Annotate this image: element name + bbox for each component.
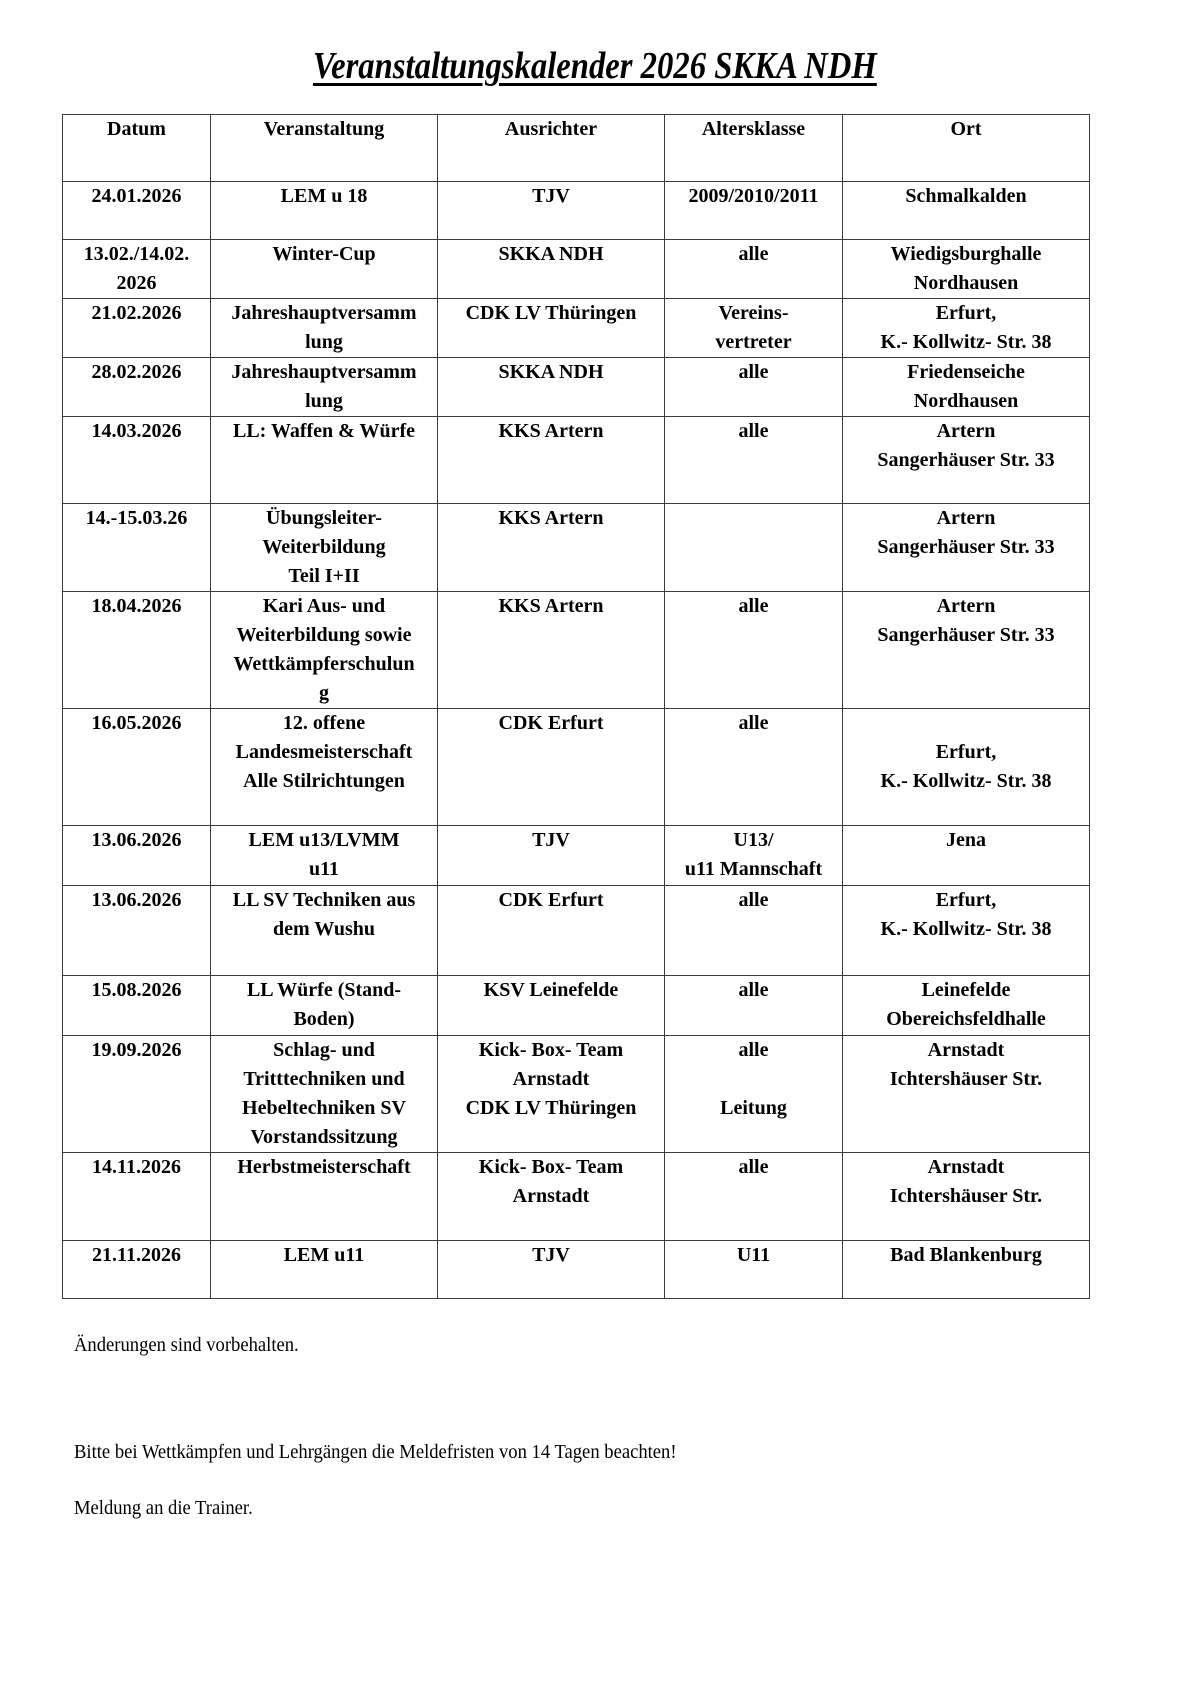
- table-header-row: [63, 115, 1090, 182]
- cell-line: alle: [738, 420, 769, 442]
- cell-line: g: [319, 682, 329, 704]
- cell-ort: [843, 976, 1090, 1036]
- cell-line: Landesmeisterschaft: [235, 741, 413, 763]
- cell-altersklasse: [665, 826, 843, 886]
- cell-line: Weiterbildung sowie: [236, 624, 412, 646]
- table-row: [63, 826, 1090, 886]
- cell-altersklasse: [665, 417, 843, 504]
- cell-veranstaltung: [211, 1241, 438, 1299]
- cell-line: Kick- Box- Team: [478, 1039, 624, 1061]
- cell-line: 19.09.2026: [91, 1039, 182, 1061]
- cell-line: 16.05.2026: [91, 712, 182, 734]
- cell-line: [847, 709, 1085, 738]
- cell-line: alle: [738, 243, 769, 265]
- cell-line: Weiterbildung: [262, 536, 386, 558]
- header-ort: Ort: [843, 115, 1090, 182]
- cell-line: 14.-15.03.26: [85, 507, 188, 529]
- cell-veranstaltung: [211, 182, 438, 240]
- cell-line: Arnstadt: [927, 1156, 1005, 1178]
- cell-line: LEM u11: [283, 1244, 365, 1266]
- cell-line: Alle Stilrichtungen: [243, 770, 405, 792]
- cell-altersklasse: [665, 976, 843, 1036]
- cell-ort: [843, 299, 1090, 358]
- cell-ausrichter: [438, 417, 665, 504]
- cell-line: Jahreshauptversamm: [231, 302, 417, 324]
- cell-veranstaltung: [211, 417, 438, 504]
- cell-altersklasse: [665, 182, 843, 240]
- cell-line: Nordhausen: [913, 390, 1019, 412]
- cell-line: Artern: [936, 507, 996, 529]
- footer-note: Änderungen sind vorbehalten.: [74, 1334, 299, 1356]
- cell-line: Obereichsfeldhalle: [886, 1008, 1046, 1030]
- cell-line: SKKA NDH: [498, 361, 604, 383]
- header-veranstaltung: Veranstaltung: [211, 115, 438, 182]
- cell-line: KKS Artern: [498, 420, 604, 442]
- cell-line: Jahreshauptversamm: [231, 361, 417, 383]
- cell-datum: [63, 358, 211, 417]
- cell-ausrichter: [438, 504, 665, 592]
- cell-altersklasse: [665, 1153, 843, 1241]
- cell-line: Leinefelde: [921, 979, 1011, 1001]
- cell-veranstaltung: [211, 826, 438, 886]
- cell-ausrichter: [438, 358, 665, 417]
- cell-line: 18.04.2026: [91, 595, 182, 617]
- cell-ort: [843, 592, 1090, 709]
- cell-line: Herbstmeisterschaft: [237, 1156, 411, 1178]
- cell-altersklasse: [665, 709, 843, 826]
- cell-line: Bad Blankenburg: [890, 1244, 1042, 1266]
- cell-ort: [843, 358, 1090, 417]
- cell-line: dem Wushu: [272, 918, 376, 940]
- cell-datum: [63, 240, 211, 299]
- cell-datum: [63, 182, 211, 240]
- cell-datum: [63, 504, 211, 592]
- cell-line: Nordhausen: [913, 272, 1019, 294]
- cell-line: Übungsleiter-: [266, 507, 382, 529]
- cell-datum: [63, 709, 211, 826]
- cell-ausrichter: [438, 709, 665, 826]
- header-altersklasse: Altersklasse: [665, 115, 843, 182]
- cell-line: 24.01.2026: [91, 185, 182, 207]
- cell-ort: [843, 1153, 1090, 1241]
- cell-line: Schlag- und: [273, 1039, 375, 1061]
- cell-line: KKS Artern: [498, 507, 604, 529]
- cell-altersklasse: [665, 299, 843, 358]
- cell-ort: [843, 504, 1090, 592]
- cell-line: Vereins-: [718, 302, 789, 324]
- cell-ausrichter: [438, 826, 665, 886]
- cell-line: KKS Artern: [498, 595, 604, 617]
- cell-line: K.- Kollwitz- Str. 38: [880, 331, 1052, 353]
- cell-line: Friedenseiche: [907, 361, 1025, 383]
- cell-line: alle: [738, 595, 769, 617]
- cell-line: lung: [305, 390, 343, 412]
- cell-veranstaltung: [211, 1153, 438, 1241]
- cell-datum: [63, 976, 211, 1036]
- cell-line: Schmalkalden: [905, 185, 1027, 207]
- cell-ausrichter: [438, 1153, 665, 1241]
- table-row: [63, 358, 1090, 417]
- cell-line: 13.02./14.02.: [83, 243, 190, 265]
- cell-line: CDK LV Thüringen: [465, 302, 637, 324]
- cell-ort: [843, 886, 1090, 976]
- cell-veranstaltung: [211, 886, 438, 976]
- cell-veranstaltung: [211, 504, 438, 592]
- cell-ort: [843, 1241, 1090, 1299]
- cell-datum: [63, 299, 211, 358]
- cell-line: 15.08.2026: [91, 979, 182, 1001]
- cell-datum: [63, 417, 211, 504]
- cell-line: CDK LV Thüringen: [465, 1097, 637, 1119]
- cell-line: TJV: [532, 1244, 570, 1266]
- cell-line: KSV Leinefelde: [483, 979, 619, 1001]
- table-row: [63, 417, 1090, 504]
- cell-line: Sangerhäuser Str. 33: [877, 536, 1055, 558]
- cell-ausrichter: [438, 886, 665, 976]
- table-row: [63, 886, 1090, 976]
- cell-line: Ichtershäuser Str.: [889, 1068, 1043, 1090]
- title-wrap: [0, 44, 1190, 88]
- cell-line: alle: [738, 1156, 769, 1178]
- cell-ort: [843, 240, 1090, 299]
- cell-line: 21.02.2026: [91, 302, 182, 324]
- cell-line: Sangerhäuser Str. 33: [877, 624, 1055, 646]
- cell-line: 28.02.2026: [91, 361, 182, 383]
- cell-ort: [843, 417, 1090, 504]
- cell-altersklasse: [665, 592, 843, 709]
- cell-line: Arnstadt: [512, 1185, 590, 1207]
- cell-veranstaltung: [211, 976, 438, 1036]
- cell-line: TJV: [532, 829, 570, 851]
- cell-line: Teil I+II: [288, 565, 360, 587]
- cell-line: Tritttechniken und: [243, 1068, 405, 1090]
- cell-veranstaltung: [211, 709, 438, 826]
- cell-line: CDK Erfurt: [498, 712, 604, 734]
- cell-line: alle: [738, 889, 769, 911]
- cell-line: LEM u13/LVMM: [248, 829, 400, 851]
- cell-line: Leitung: [720, 1097, 787, 1119]
- cell-line: Wiedigsburghalle: [890, 243, 1042, 265]
- cell-line: TJV: [532, 185, 570, 207]
- cell-line: Vorstandssitzung: [250, 1126, 398, 1148]
- cell-line: K.- Kollwitz- Str. 38: [880, 918, 1052, 940]
- cell-altersklasse: [665, 1036, 843, 1153]
- cell-veranstaltung: [211, 1036, 438, 1153]
- table-row: [63, 182, 1090, 240]
- footer-deadline: Bitte bei Wettkämpfen und Lehrgängen die Meldefristen von 14 Tagen beachten!: [74, 1441, 677, 1463]
- cell-line: 13.06.2026: [91, 829, 182, 851]
- cell-altersklasse: [665, 886, 843, 976]
- cell-line: Jena: [946, 829, 986, 851]
- cell-ausrichter: [438, 1036, 665, 1153]
- table-row: [63, 1153, 1090, 1241]
- cell-ort: [843, 1036, 1090, 1153]
- cell-datum: [63, 1036, 211, 1153]
- cell-datum: [63, 592, 211, 709]
- cell-line: Kick- Box- Team: [478, 1156, 624, 1178]
- cell-line: Artern: [936, 420, 996, 442]
- cell-altersklasse: [665, 1241, 843, 1299]
- cell-line: [669, 1065, 838, 1094]
- cell-line: Arnstadt: [927, 1039, 1005, 1061]
- cell-line: 2009/2010/2011: [688, 185, 819, 207]
- cell-line: Erfurt,: [935, 889, 997, 911]
- cell-ausrichter: [438, 976, 665, 1036]
- cell-line: Erfurt,: [935, 302, 997, 324]
- cell-ort: [843, 826, 1090, 886]
- cell-line: SKKA NDH: [498, 243, 604, 265]
- cell-line: U13/: [733, 829, 774, 851]
- cell-altersklasse: [665, 504, 843, 592]
- table-row: [63, 299, 1090, 358]
- cell-line: vertreter: [715, 331, 792, 353]
- cell-line: LEM u 18: [280, 185, 368, 207]
- cell-line: Sangerhäuser Str. 33: [877, 449, 1055, 471]
- cell-line: K.- Kollwitz- Str. 38: [880, 770, 1052, 792]
- cell-ort: [843, 182, 1090, 240]
- cell-line: Hebeltechniken SV: [242, 1097, 406, 1119]
- table-row: [63, 504, 1090, 592]
- cell-line: LL Würfe (Stand-: [246, 979, 402, 1001]
- cell-ausrichter: [438, 299, 665, 358]
- cell-line: 14.03.2026: [91, 420, 182, 442]
- cell-ausrichter: [438, 240, 665, 299]
- cell-ausrichter: [438, 182, 665, 240]
- table-row: [63, 709, 1090, 826]
- cell-veranstaltung: [211, 240, 438, 299]
- cell-line: 21.11.2026: [92, 1244, 181, 1266]
- cell-veranstaltung: [211, 592, 438, 709]
- cell-line: u11: [308, 858, 340, 880]
- footer-contact: Meldung an die Trainer.: [74, 1497, 253, 1519]
- cell-line: u11 Mannschaft: [684, 858, 823, 880]
- cell-line: Winter-Cup: [272, 243, 376, 265]
- document-title: Veranstaltungskalender 2026 SKKA NDH: [313, 45, 877, 87]
- table-row: [63, 976, 1090, 1036]
- table-body: [63, 182, 1090, 1299]
- cell-line: Ichtershäuser Str.: [889, 1185, 1043, 1207]
- cell-datum: [63, 826, 211, 886]
- cell-line: 12. offene: [282, 712, 366, 734]
- cell-line: alle: [738, 979, 769, 1001]
- cell-line: 2026: [116, 272, 157, 294]
- cell-line: alle: [738, 361, 769, 383]
- cell-line: Artern: [936, 595, 996, 617]
- cell-line: Wettkämpferschulun: [233, 653, 415, 675]
- cell-line: U11: [736, 1244, 771, 1266]
- cell-line: lung: [305, 331, 343, 353]
- cell-line: Boden): [293, 1008, 355, 1030]
- cell-line: alle: [738, 712, 769, 734]
- cell-line: LL SV Techniken aus: [232, 889, 416, 911]
- cell-datum: [63, 1153, 211, 1241]
- cell-ausrichter: [438, 1241, 665, 1299]
- cell-veranstaltung: [211, 358, 438, 417]
- header-datum: Datum: [63, 115, 211, 182]
- table-row: [63, 1241, 1090, 1299]
- cell-line: Arnstadt: [512, 1068, 590, 1090]
- cell-line: alle: [738, 1039, 769, 1061]
- cell-line: Kari Aus- und: [262, 595, 386, 617]
- cell-ort: [843, 709, 1090, 826]
- cell-line: LL: Waffen & Würfe: [232, 420, 416, 442]
- cell-line: Erfurt,: [935, 741, 997, 763]
- cell-line: 14.11.2026: [92, 1156, 181, 1178]
- cell-datum: [63, 886, 211, 976]
- table-row: [63, 1036, 1090, 1153]
- cell-datum: [63, 1241, 211, 1299]
- table-row: [63, 592, 1090, 709]
- cell-veranstaltung: [211, 299, 438, 358]
- cell-line: CDK Erfurt: [498, 889, 604, 911]
- cell-altersklasse: [665, 240, 843, 299]
- cell-line: 13.06.2026: [91, 889, 182, 911]
- table-row: [63, 240, 1090, 299]
- event-calendar-table: [62, 114, 1090, 1299]
- cell-ausrichter: [438, 592, 665, 709]
- cell-altersklasse: [665, 358, 843, 417]
- header-ausrichter: Ausrichter: [438, 115, 665, 182]
